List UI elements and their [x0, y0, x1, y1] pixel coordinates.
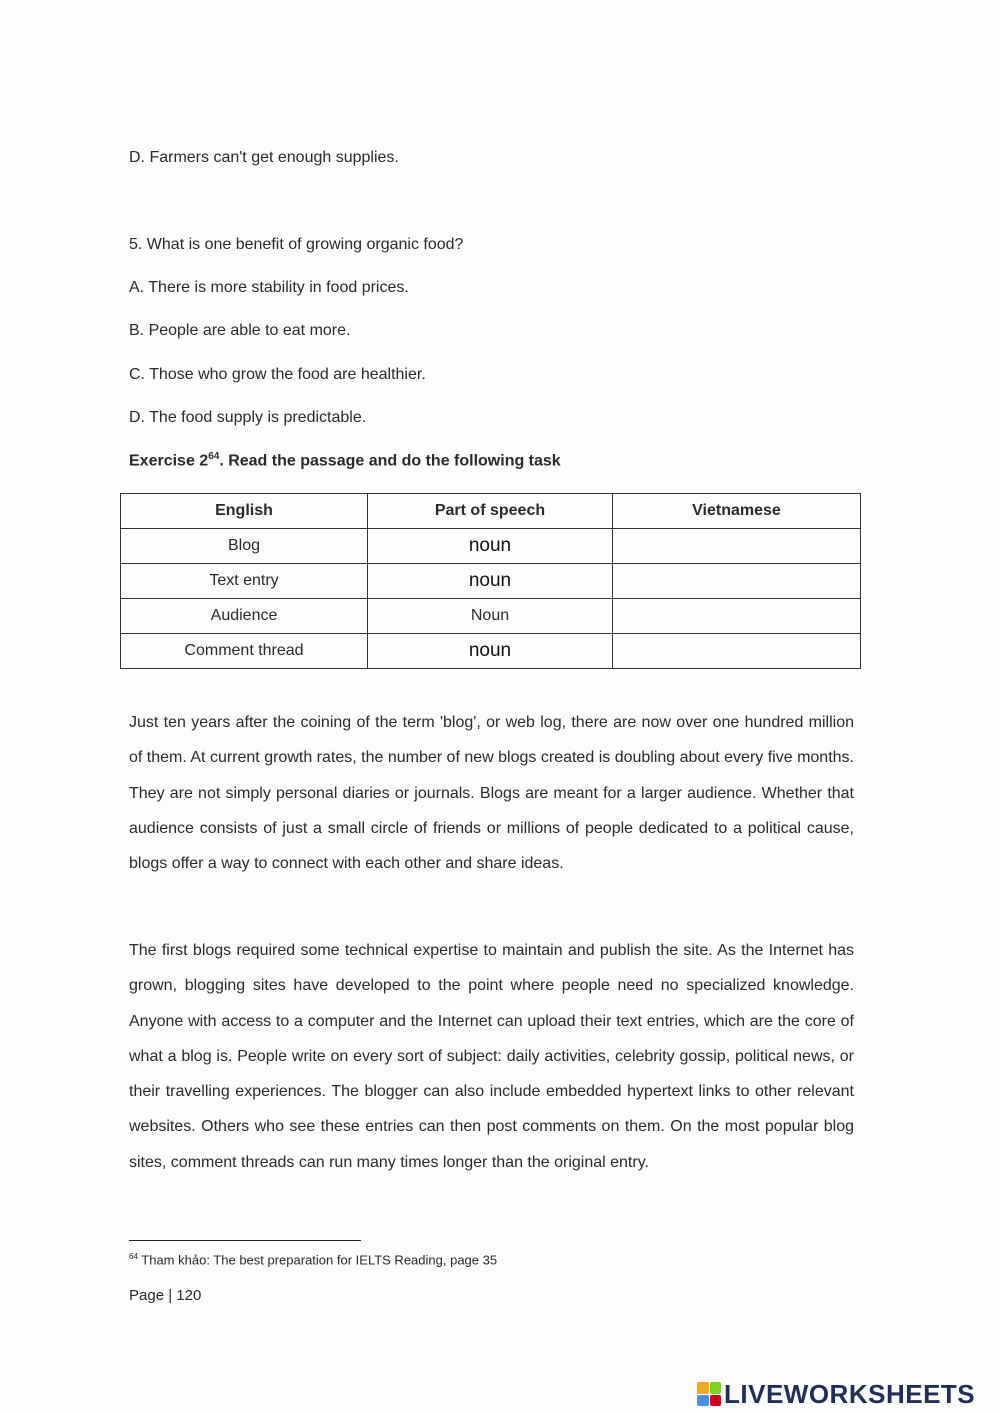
passage-paragraph-2: The first blogs required some technical expertise to maintain and publish the site. As the Internet has grown, blogging sites have developed to the point where people need no specialized knowledge. Anyone with access to a computer and the Internet can upload their text entries, which are the core of what a blog is. People write on every sort of subject: daily activities, celebrity gossip, political news, or their travelling experiences. The blogger can also include embedded hypertext links to other relevant websites. Others who see these entries can then post comments on them. On the most popular blog sites, comment threads can run many times longer than the original entry.	[129, 942, 854, 1171]
table-row	[121, 529, 861, 564]
cell-english: Audience	[121, 599, 368, 634]
cell-part-of-speech-answer[interactable]: noun	[368, 564, 613, 599]
question-5-option-a: A. There is more stability in food prices.	[129, 279, 409, 296]
question-5-text: 5. What is one benefit of growing organic food?	[129, 236, 464, 253]
question-5-option-c: C. Those who grow the food are healthier.	[129, 366, 426, 383]
liveworksheets-wordmark: LIVEWORKSHEETS	[724, 1378, 976, 1409]
question-5-option-b: B. People are able to eat more.	[129, 322, 351, 339]
liveworksheets-logo-icon	[697, 1382, 721, 1406]
cell-part-of-speech-answer[interactable]: noun	[368, 634, 613, 669]
question-4-option-d: D. Farmers can't get enough supplies.	[129, 149, 399, 166]
liveworksheets-watermark	[697, 1379, 975, 1409]
cell-vietnamese-answer[interactable]	[613, 564, 861, 599]
cell-vietnamese-answer[interactable]	[613, 599, 861, 634]
header-vietnamese: Vietnamese	[613, 494, 861, 529]
exercise-title-suffix: . Read the passage and do the following task	[219, 452, 561, 470]
cell-english: Text entry	[121, 564, 368, 599]
table-row	[121, 599, 861, 634]
cell-vietnamese-answer[interactable]	[613, 634, 861, 669]
header-part-of-speech: Part of speech	[368, 494, 613, 529]
table-header-row	[121, 494, 861, 529]
exercise-footnote-ref: 64	[208, 451, 220, 462]
passage-paragraph-1: Just ten years after the coining of the term 'blog', or web log, there are now over one hundred million of them. At current growth rates, the number of new blogs created is doubling about every five months. They are not simply personal diaries or journals. Blogs are meant for a larger audience. Whether that audience consists of just a small circle of friends or millions of people dedicated to a political cause, blogs offer a way to connect with each other and share ideas.	[129, 714, 854, 873]
table-row	[121, 634, 861, 669]
cell-english: Blog	[121, 529, 368, 564]
cell-part-of-speech-answer[interactable]: noun	[368, 529, 613, 564]
cell-english: Comment thread	[121, 634, 368, 669]
footnote	[129, 1252, 497, 1267]
footnote-number: 64	[129, 1252, 138, 1261]
cell-part-of-speech: Noun	[368, 599, 613, 634]
exercise-title	[129, 451, 561, 470]
page-number: Page | 120	[129, 1287, 202, 1304]
question-5-option-d: D. The food supply is predictable.	[129, 409, 367, 426]
table-row	[121, 564, 861, 599]
header-english: English	[121, 494, 368, 529]
vocabulary-table	[120, 493, 861, 669]
exercise-title-prefix: Exercise 2	[129, 452, 209, 470]
cell-vietnamese-answer[interactable]	[613, 529, 861, 564]
footnote-text: Tham khảo: The best preparation for IELTS Reading, page 35	[137, 1252, 498, 1268]
footnote-divider	[129, 1240, 361, 1241]
